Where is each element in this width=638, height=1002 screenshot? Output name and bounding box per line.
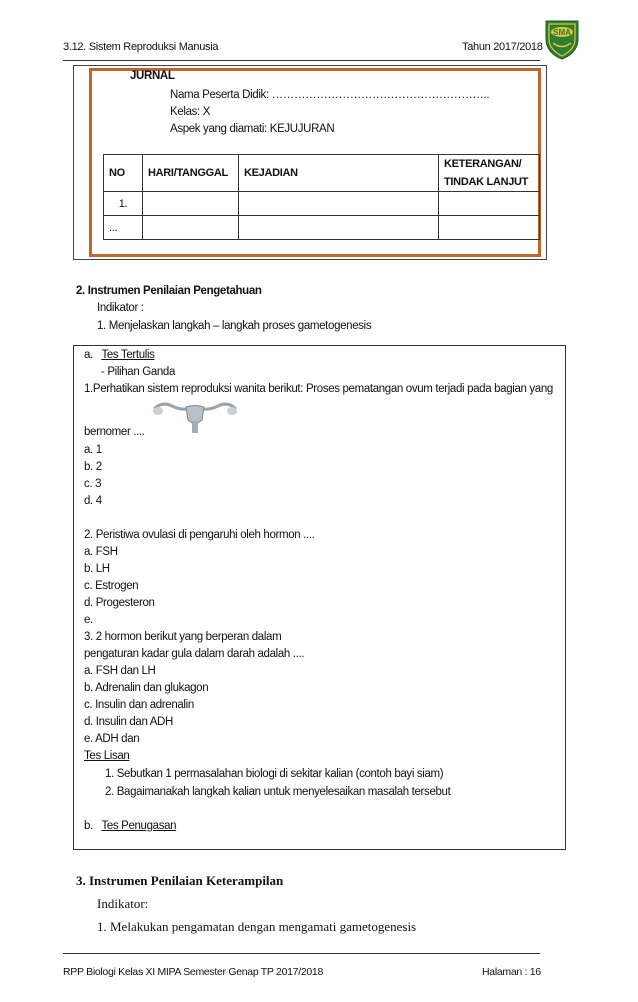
table-row: ... — [104, 216, 540, 240]
tes-lisan-title: Tes Lisan — [84, 750, 130, 762]
col-kejadian: KEJADIAN — [239, 155, 439, 192]
q1-option: b. 2 — [84, 461, 102, 473]
tes-penugasan-label: b. Tes Penugasan — [84, 820, 177, 832]
q3-option: a. FSH dan LH — [84, 665, 156, 677]
footer-left: RPP Biologi Kelas XI MIPA Semester Genap TP 2017/2018 — [63, 966, 323, 978]
q3-cont: pengaturan kadar gula dalam darah adalah .... — [84, 648, 305, 660]
tes-penugasan-title: Tes Penugasan — [101, 820, 177, 832]
q2-option: a. FSH — [84, 546, 118, 558]
col-hari-tanggal: HARI/TANGGAL — [143, 155, 239, 192]
q1-option: c. 3 — [84, 478, 102, 490]
q3-option: b. Adrenalin dan glukagon — [84, 682, 209, 694]
jurnal-nama: Nama Peserta Didik: ………………………………………………….. — [170, 89, 490, 101]
q2-option: c. Estrogen — [84, 580, 139, 592]
q2-text: 2. Peristiwa ovulasi di pengaruhi oleh hormon .... — [84, 529, 315, 541]
table-row: 1. — [104, 192, 540, 216]
lisan-item: 2. Bagaimanakah langkah kalian untuk menyelesaikan masalah tersebut — [105, 786, 451, 798]
footer-page-number: Halaman : 16 — [482, 966, 541, 978]
section3-indikator-label: Indikator: — [97, 896, 149, 911]
pilihan-ganda: - Pilihan Ganda — [101, 366, 176, 378]
section2-title: 2. Instrumen Penilaian Pengetahuan — [76, 285, 262, 297]
tes-tertulis-title: Tes Tertulis — [101, 349, 155, 361]
section2-indikator-label: Indikator : — [97, 302, 144, 314]
section3-title: 3. Instrumen Penilaian Keterampilan — [76, 873, 284, 888]
uterus-illustration-icon — [150, 400, 240, 436]
q3-option: d. Insulin dan ADH — [84, 716, 173, 728]
jurnal-heading: JURNAL — [130, 70, 175, 82]
q1-text: 1.Perhatikan sistem reproduksi wanita berikut: Proses pematangan ovum terjadi pada bagian yang — [84, 383, 553, 395]
q1-cont: bernomer .... — [84, 426, 145, 438]
header-rule — [63, 60, 540, 61]
jurnal-table — [103, 154, 540, 240]
q3-option: e. ADH dan — [84, 733, 140, 745]
q1-option: a. 1 — [84, 444, 102, 456]
col-keterangan: KETERANGAN/ TINDAK LANJUT — [439, 155, 540, 192]
q1-option: d. 4 — [84, 495, 102, 507]
header-title: 3.12. Sistem Reproduksi Manusia — [63, 41, 219, 53]
jurnal-aspek: Aspek yang diamati: KEJUJURAN — [170, 123, 335, 135]
section2-indikator-item: 1. Menjelaskan langkah – langkah proses gametogenesis — [97, 320, 372, 332]
q3-option: c. Insulin dan adrenalin — [84, 699, 194, 711]
lisan-item: 1. Sebutkan 1 permasalahan biologi di sekitar kalian (contoh bayi siam) — [105, 768, 444, 780]
header-year: Tahun 2017/2018 — [462, 41, 543, 53]
q2-option: d. Progesteron — [84, 597, 155, 609]
section3-indikator-item: 1. Melakukan pengamatan dengan mengamati gametogenesis — [97, 919, 417, 934]
q2-option: b. LH — [84, 563, 110, 575]
q2-option: e. — [84, 614, 93, 626]
footer-rule — [63, 953, 540, 954]
jurnal-table-header — [104, 155, 540, 192]
tes-tertulis-label: a. Tes Tertulis — [84, 349, 155, 361]
col-no: NO — [104, 155, 143, 192]
school-logo-icon — [540, 17, 584, 61]
logo-text: SMA — [553, 28, 571, 37]
jurnal-kelas: Kelas: X — [170, 106, 211, 118]
q3-text: 3. 2 hormon berikut yang berperan dalam — [84, 631, 282, 643]
